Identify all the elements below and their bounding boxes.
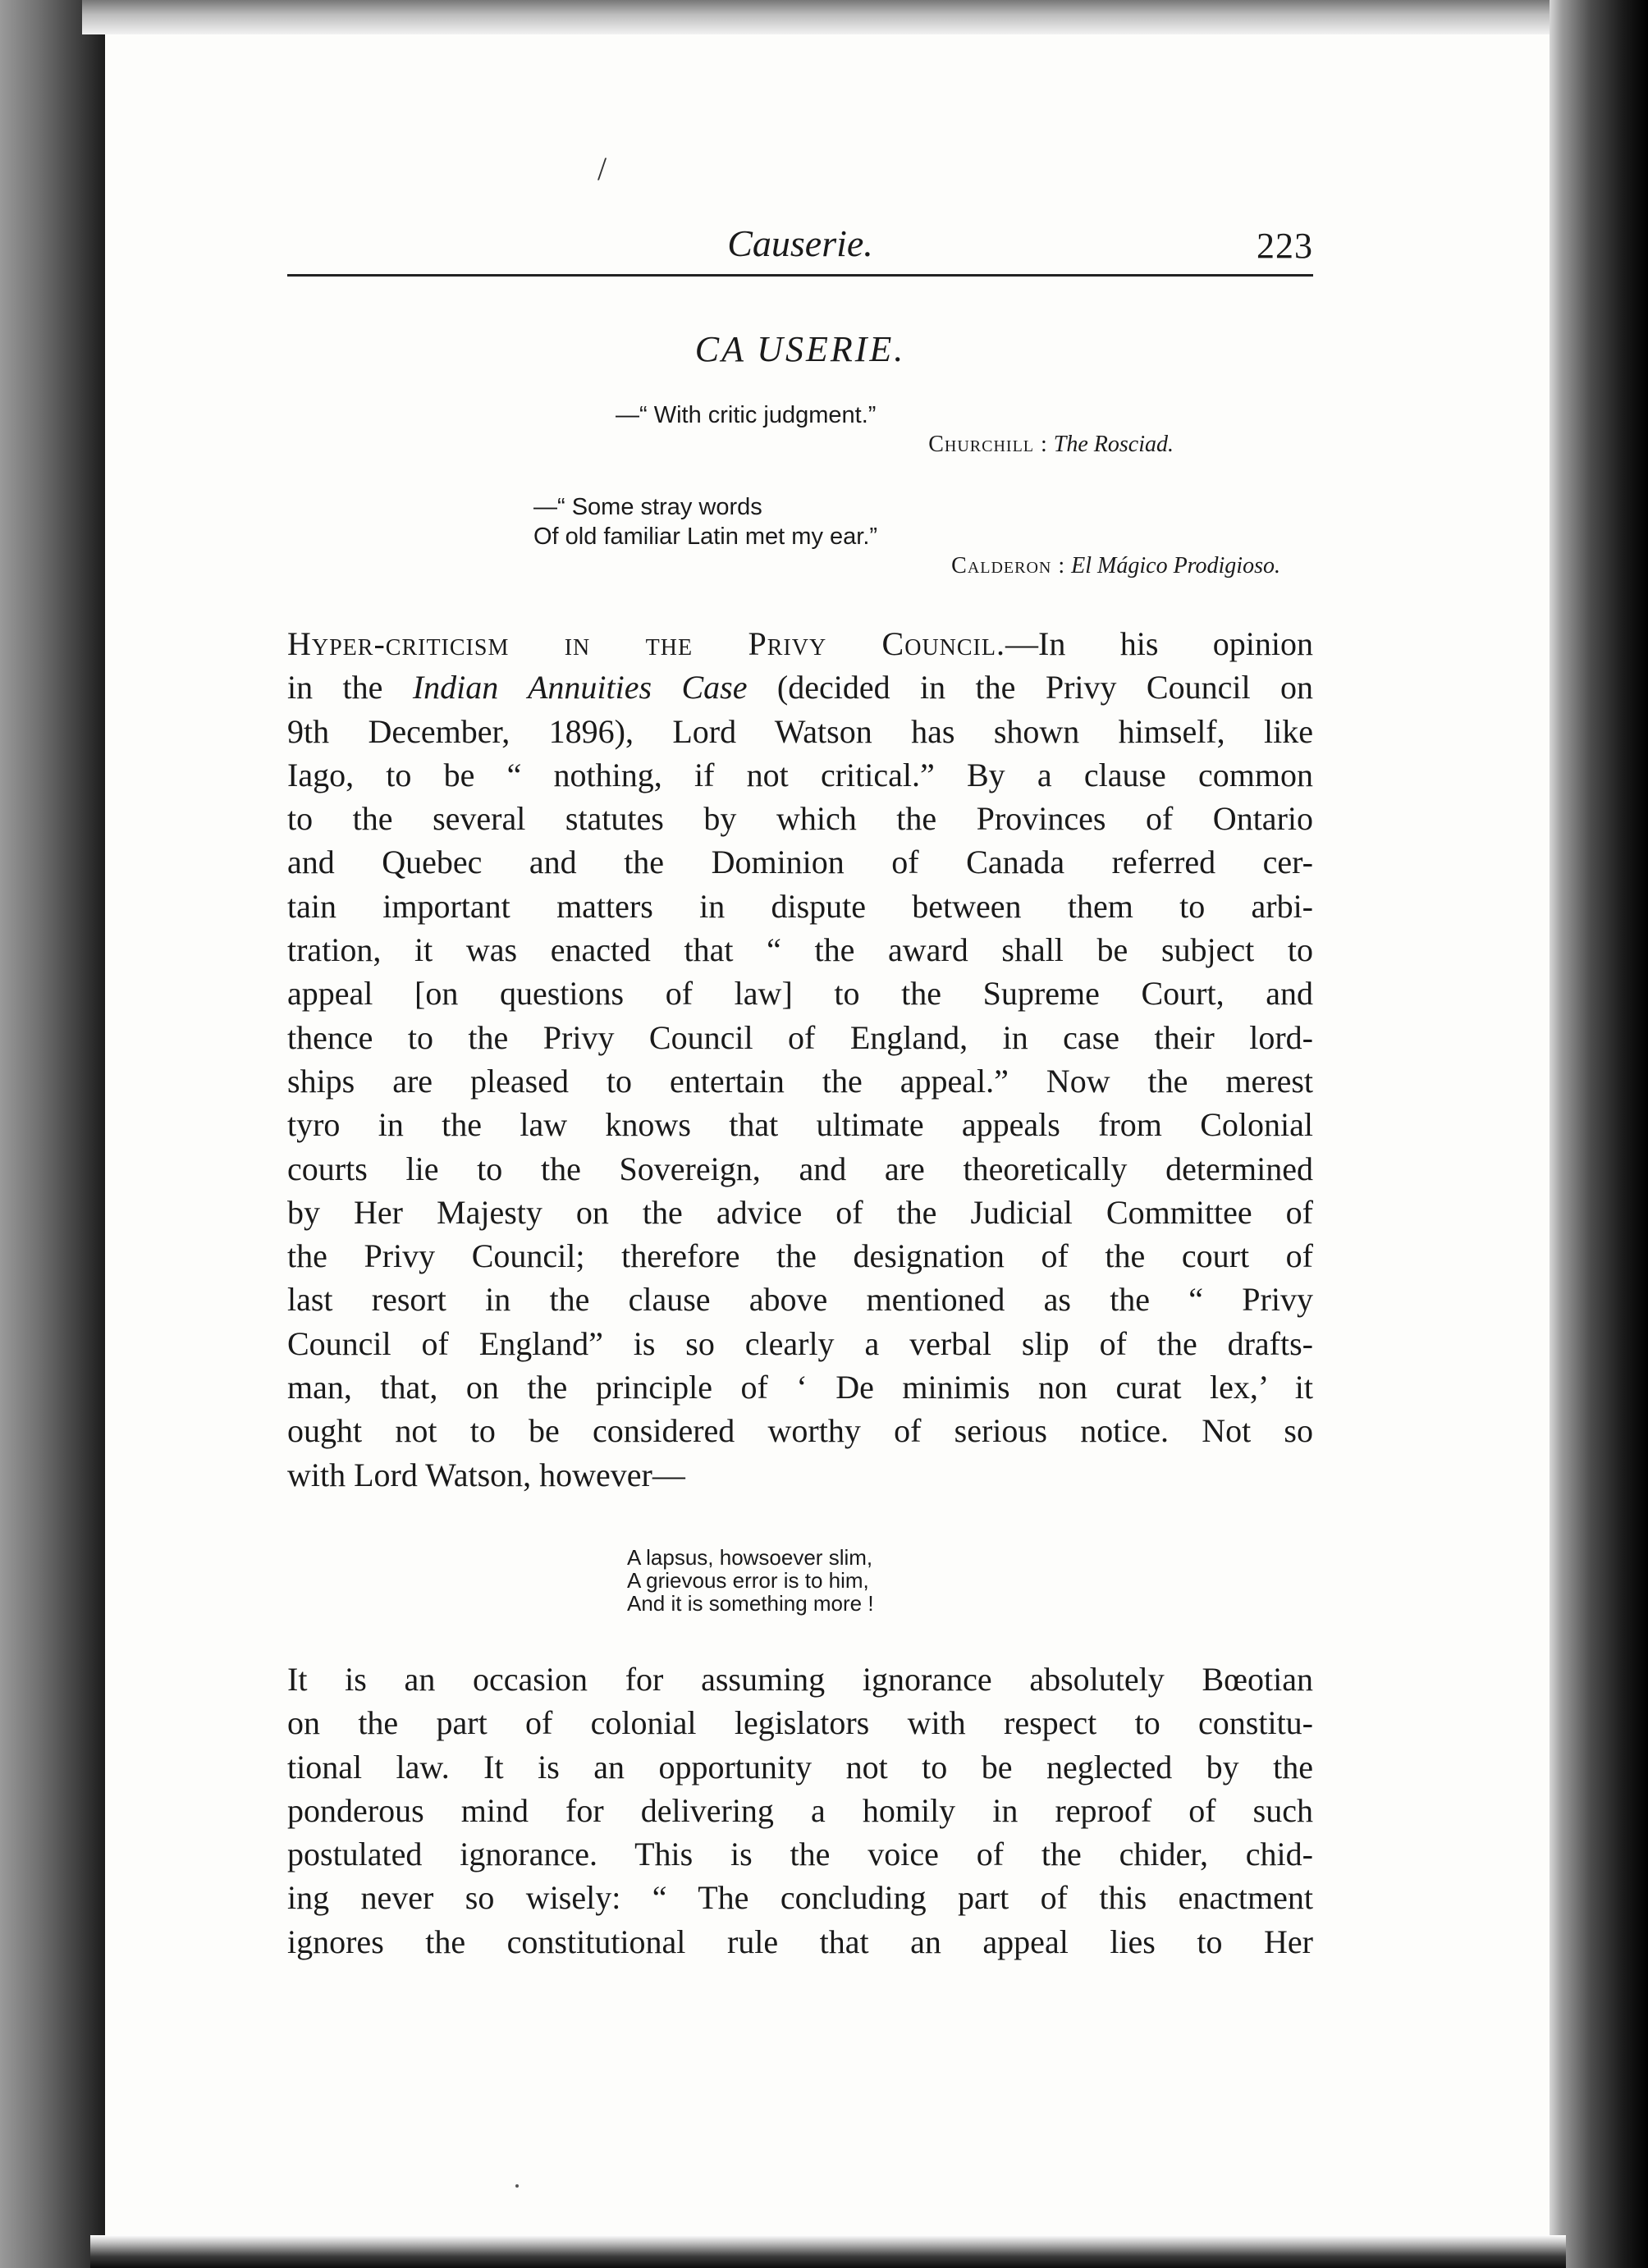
text-line: to the several statutes by which the Provinces of Ontario: [287, 800, 1313, 838]
text-line: thence to the Privy Council of England, in case their lord-: [287, 1018, 1313, 1056]
scan-border-top: [82, 0, 1566, 34]
text-run: in the: [287, 669, 413, 706]
text-line: [287, 665, 1313, 709]
epigraph-attribution: [616, 430, 1174, 460]
epigraph-author: Churchill :: [928, 432, 1048, 457]
text-line: last resort in the clause above mentioned as the “ Privy: [287, 1281, 1313, 1319]
text-line: ing never so wisely: “ The concluding part of this enactment: [287, 1879, 1313, 1917]
header-rule: [287, 274, 1313, 277]
epigraph-line: Of old familiar Latin met my ear.”: [533, 524, 878, 550]
text-line: It is an occasion for assuming ignorance absolutely Bœotian: [287, 1661, 1313, 1698]
text-line: postulated ignorance. This is the voice of the chider, chid-: [287, 1836, 1313, 1873]
verse-line: A grievous error is to him,: [627, 1568, 869, 1593]
paragraph-occasion: [287, 1658, 1313, 1964]
epigraph-calderon: [533, 492, 1280, 581]
scan-border-right: [1550, 0, 1648, 2268]
epigraph-work: El Mágico Prodigioso.: [1071, 553, 1280, 578]
text-line: courts lie to the Sovereign, and are theoretically determined: [287, 1150, 1313, 1187]
text-line: man, that, on the principle of ‘ De minimis non curat lex,’ it: [287, 1369, 1313, 1406]
text-line: ought not to be considered worthy of serious notice. Not so: [287, 1412, 1313, 1450]
text-line: ignores the constitutional rule that an appeal lies to Her: [287, 1923, 1313, 1960]
paragraph-lead-in: Hyper-criticism in the Privy Council.: [287, 625, 1005, 662]
text-line: tyro in the law knows that ultimate appeals from Colonial: [287, 1106, 1313, 1144]
text-line: tain important matters in dispute between them to arbi-: [287, 887, 1313, 925]
page-number: 223: [1257, 226, 1313, 266]
epigraph-line: —“ With critic judgment.”: [616, 402, 877, 428]
epigraph-work: The Rosciad.: [1053, 432, 1174, 457]
stray-ink-mark: /: [597, 150, 607, 187]
epigraph-churchill: [616, 400, 1174, 460]
text-line: by Her Majesty on the advice of the Judicial Committee of: [287, 1193, 1313, 1231]
verse-line: A lapsus, howsoever slim,: [627, 1545, 873, 1570]
stray-ink-dot: [515, 2184, 519, 2188]
paragraph-hyper-criticism: [287, 622, 1313, 1497]
text-line: tional law. It is an opportunity not to be neglected by the: [287, 1748, 1313, 1786]
text-line: Council of England” is so clearly a verbal slip of the drafts-: [287, 1324, 1313, 1362]
epigraph-author: Calderon :: [951, 553, 1066, 578]
text-line: ships are pleased to entertain the appeal.” Now the merest: [287, 1062, 1313, 1100]
running-title: Causerie.: [727, 222, 873, 264]
section-title: CA USERIE.: [694, 329, 906, 369]
text-line: [287, 622, 1313, 665]
text-run: —In his opinion: [1005, 625, 1313, 662]
text-line: and Quebec and the Dominion of Canada referred cer-: [287, 844, 1313, 881]
text-line: with Lord Watson, however—: [287, 1456, 685, 1493]
text-line: ponderous mind for delivering a homily in reproof of such: [287, 1791, 1313, 1829]
verse-line: And it is something more !: [627, 1591, 874, 1616]
running-head: [287, 222, 1313, 271]
text-line: Iago, to be “ nothing, if not critical.” By a clause common: [287, 756, 1313, 793]
text-run: (decided in the Privy Council on: [747, 669, 1314, 706]
epigraph-line: —“ Some stray words: [533, 494, 762, 520]
text-line: the Privy Council; therefore the designation of the court of: [287, 1237, 1313, 1275]
text-line: tration, it was enacted that “ the award shall be subject to: [287, 931, 1313, 969]
verse-quotation: [627, 1546, 1037, 1615]
epigraph-attribution: [533, 551, 1280, 581]
text-line: on the part of colonial legislators with respect to constitu-: [287, 1704, 1313, 1742]
case-name: Indian Annuities Case: [412, 669, 748, 706]
text-line: appeal [on questions of law] to the Supreme Court, and: [287, 975, 1313, 1013]
scan-border-bottom: [90, 2235, 1566, 2268]
text-line: 9th December, 1896), Lord Watson has shown himself, like: [287, 712, 1313, 750]
scan-border-left: [0, 0, 105, 2268]
